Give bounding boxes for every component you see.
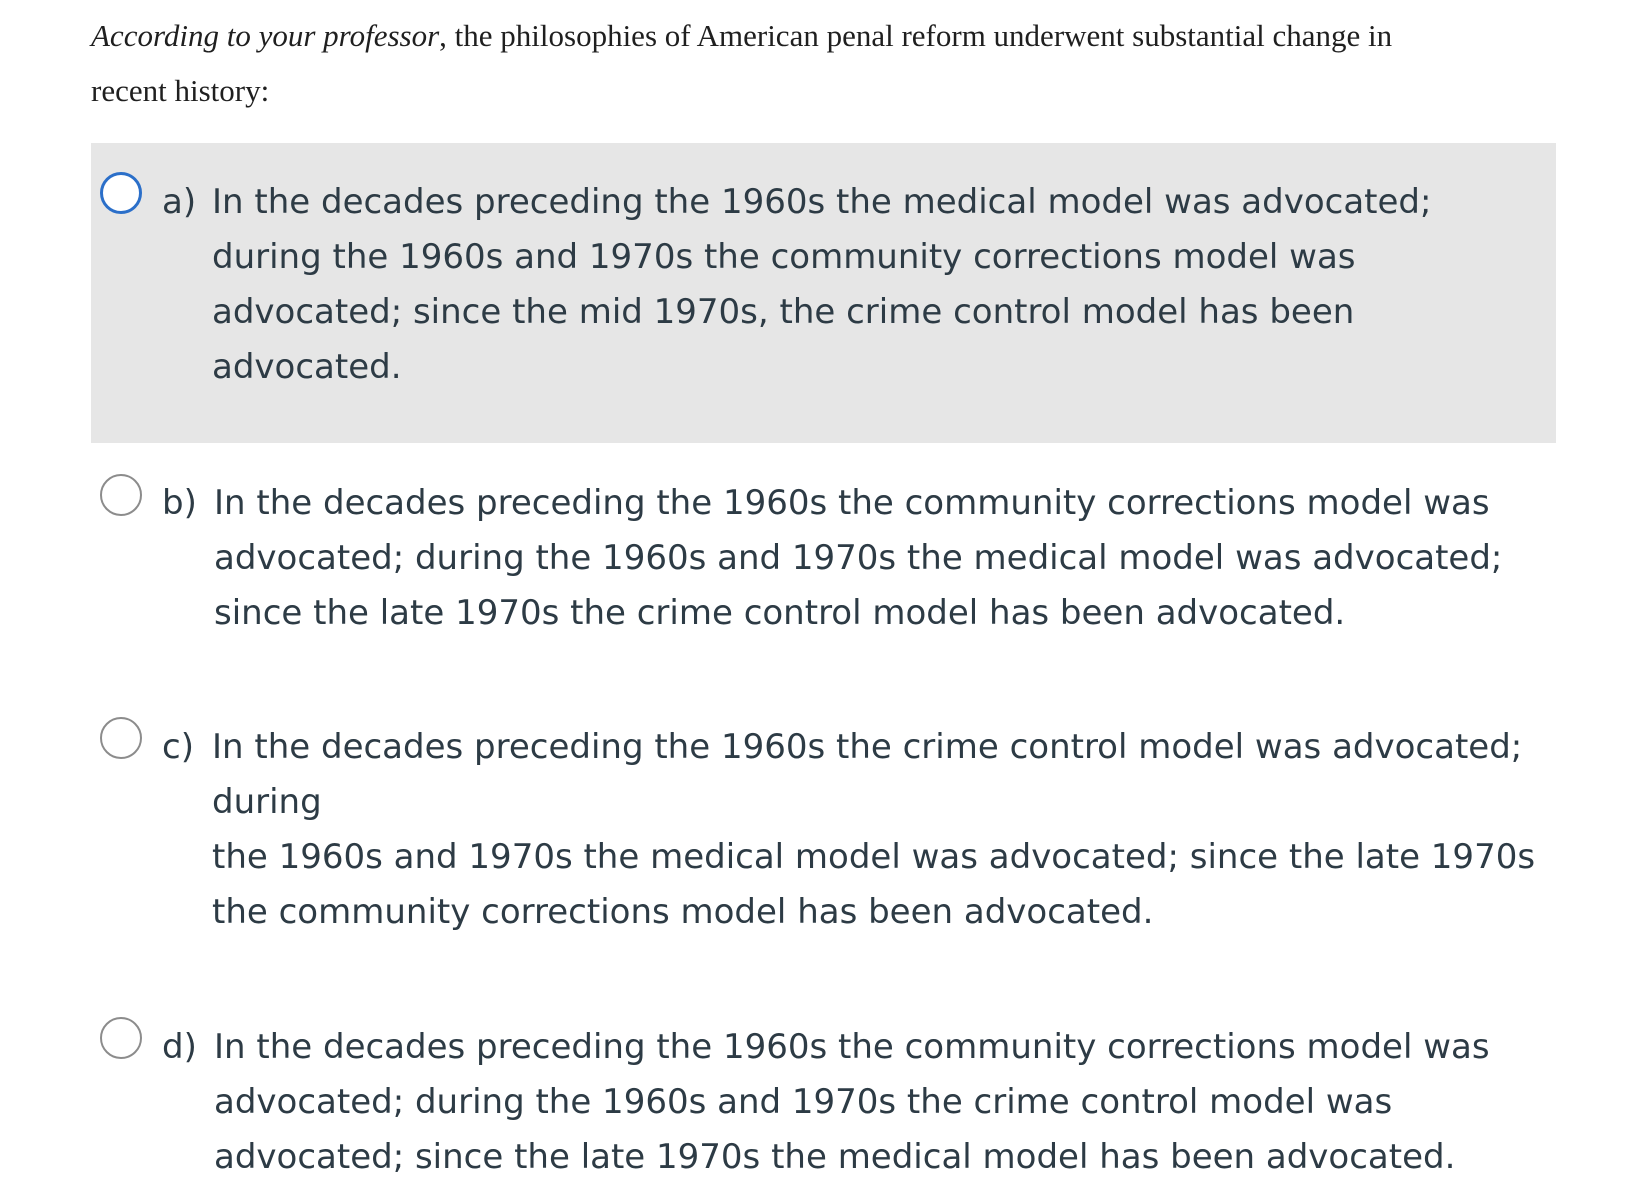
answer-option-a[interactable] — [91, 143, 1556, 443]
radio-button-d[interactable] — [100, 1017, 142, 1059]
option-c-line: In the decades preceding the 1960s the crime control model was advocated; — [212, 727, 1523, 767]
answer-option-c[interactable] — [91, 690, 1556, 940]
option-a-line: during the 1960s and 1970s the community corrections model was — [212, 237, 1356, 277]
option-text-d — [214, 1020, 1556, 1185]
option-d-line: advocated; since the late 1970s the medical model has been advocated. — [214, 1137, 1456, 1177]
question-line-1-rest: , the philosophies of American penal reform underwent substantial change in — [439, 18, 1393, 53]
option-text-b — [214, 476, 1556, 641]
question-italic-prefix: According to your professor — [91, 18, 440, 53]
answer-option-b[interactable] — [91, 446, 1556, 646]
option-b-line: advocated; during the 1960s and 1970s the medical model was advocated; — [214, 538, 1503, 578]
option-a-line: In the decades preceding the 1960s the medical model was advocated; — [212, 182, 1432, 222]
option-b-line: since the late 1970s the crime control model has been advocated. — [214, 593, 1346, 633]
option-letter-b: b) — [162, 483, 197, 523]
radio-button-c[interactable] — [100, 717, 142, 759]
radio-button-b[interactable] — [100, 474, 142, 516]
radio-button-a[interactable] — [100, 172, 142, 214]
option-c-line: the 1960s and 1970s the medical model was advocated; since the late 1970s — [212, 837, 1536, 877]
option-c-line: the community corrections model has been advocated. — [212, 892, 1154, 932]
option-letter-d: d) — [162, 1027, 197, 1067]
question-line-2: recent history: — [91, 73, 270, 108]
option-d-line: advocated; during the 1960s and 1970s the crime control model was — [214, 1082, 1393, 1122]
option-b-line: In the decades preceding the 1960s the community corrections model was — [214, 483, 1490, 523]
option-text-c — [212, 720, 1556, 940]
question-text — [91, 8, 1551, 118]
option-letter-c: c) — [162, 727, 194, 767]
option-d-line: In the decades preceding the 1960s the community corrections model was — [214, 1027, 1490, 1067]
option-text-a — [212, 175, 1556, 395]
option-a-line: advocated. — [212, 347, 402, 387]
answer-option-d[interactable] — [91, 990, 1556, 1185]
option-letter-a: a) — [162, 182, 197, 222]
option-c-line: during — [212, 782, 322, 822]
option-a-line: advocated; since the mid 1970s, the crime control model has been — [212, 292, 1355, 332]
